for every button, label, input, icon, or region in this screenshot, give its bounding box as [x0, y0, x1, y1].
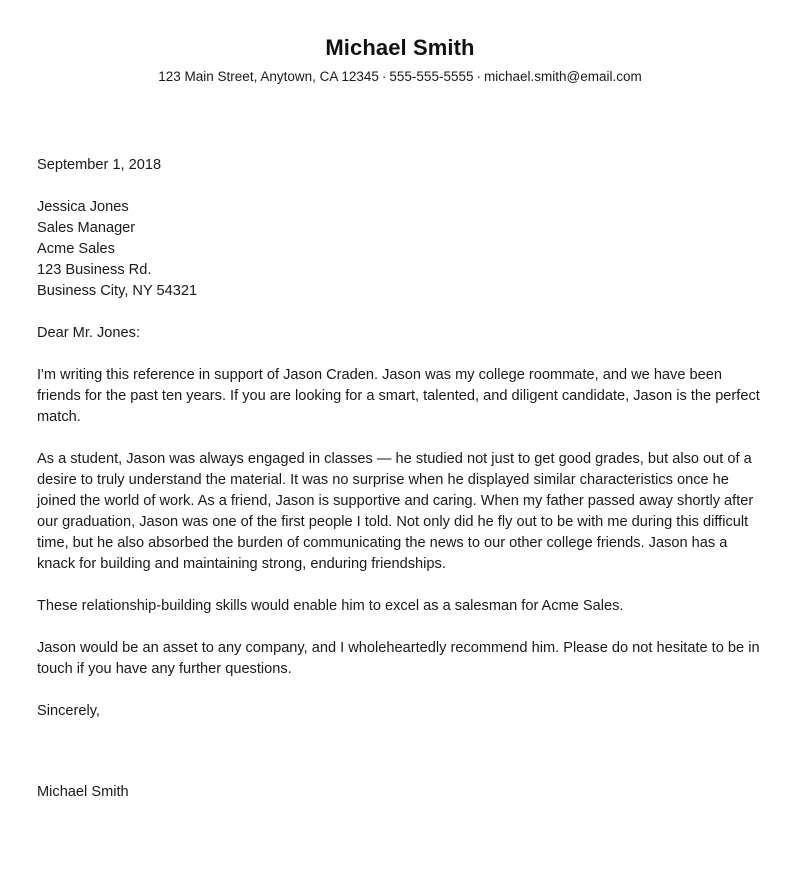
- letter-paragraph: As a student, Jason was always engaged in classes — he studied not just to get good grades, but also out of a desire to truly understand the material. It was no surprise when he displayed similar characteristics once he joined the world of work. As a friend, Jason is supportive and caring. When my father passed away shortly after our graduation, Jason was one of the first people I told. Not only did he fly out to be with me during this difficult time, but he also absorbed the burden of communicating the news to our other college friends. Jason has a knack for building and maintaining strong, enduring friendships.: [37, 451, 754, 573]
- letter-body: [0, 155, 800, 803]
- recipient-name: Jessica Jones: [37, 199, 129, 216]
- letterhead-contact-line: [0, 68, 800, 86]
- recipient-city-state-zip: Business City, NY 54321: [37, 283, 198, 300]
- letter-paragraph: These relationship-building skills would enable him to excel as a salesman for Acme Sales.: [37, 598, 624, 615]
- contact-separator-1: ·: [381, 68, 387, 84]
- signature-name: Michael Smith: [37, 784, 129, 801]
- recipient-address-block: [37, 197, 760, 302]
- letter-paragraph: I'm writing this reference in support of Jason Craden. Jason was my college roommate, and we have been friends for the past ten years. If you are looking for a smart, talented, and diligent candidate, Jason is the perfect match.: [37, 367, 760, 426]
- letterhead-address: 123 Main Street, Anytown, CA 12345: [158, 68, 379, 84]
- letter-date: September 1, 2018: [37, 157, 162, 174]
- recipient-company: Acme Sales: [37, 241, 115, 258]
- contact-separator-2: ·: [476, 68, 481, 84]
- letterhead-email: michael.smith@email.com: [483, 68, 642, 84]
- letter-salutation: Dear Mr. Jones:: [37, 325, 141, 342]
- letterhead: [0, 0, 800, 85]
- letter-closing: Sincerely,: [37, 703, 100, 720]
- letterhead-phone: 555-555-5555: [389, 68, 474, 84]
- recipient-street: 123 Business Rd.: [37, 262, 152, 279]
- recipient-title: Sales Manager: [37, 220, 136, 237]
- letterhead-name: Michael Smith: [325, 35, 475, 60]
- letter-paragraph: Jason would be an asset to any company, and I wholeheartedly recommend him. Please do not hesitate to be in touch if you have any further questions.: [37, 640, 760, 678]
